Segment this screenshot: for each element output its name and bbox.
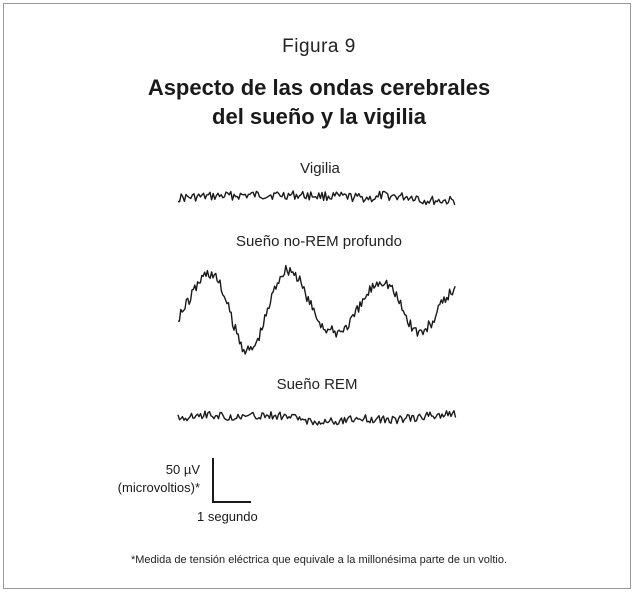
footnote: *Medida de tensión eléctrica que equivale a la millonésima parte de un voltio.: [130, 554, 508, 566]
eeg-trace-vigilia: [178, 178, 456, 212]
eeg-trace-rem: [178, 400, 456, 430]
scale-bar: [212, 458, 252, 504]
scale-amplitude-sublabel: (microvoltios)*: [117, 480, 200, 495]
eeg-trace-no-rem-profundo: [178, 252, 456, 358]
trace-label-no-rem: Sueño no-REM profundo: [236, 233, 402, 250]
trace-label-vigilia: Vigilia: [300, 160, 340, 177]
figure-label: Figura 9: [282, 36, 356, 57]
eeg-trace-path: [178, 266, 455, 354]
eeg-trace-path: [178, 191, 455, 205]
trace-label-rem: Sueño REM: [276, 376, 358, 393]
figure-title-line-1: Aspecto de las ondas cerebrales: [147, 75, 491, 100]
figure-title-line-2: del sueño y la vigilia: [212, 104, 426, 129]
scale-amplitude-label: 50 µV: [165, 462, 200, 477]
scale-time-label: 1 segundo: [197, 509, 258, 524]
eeg-trace-path: [178, 411, 456, 425]
